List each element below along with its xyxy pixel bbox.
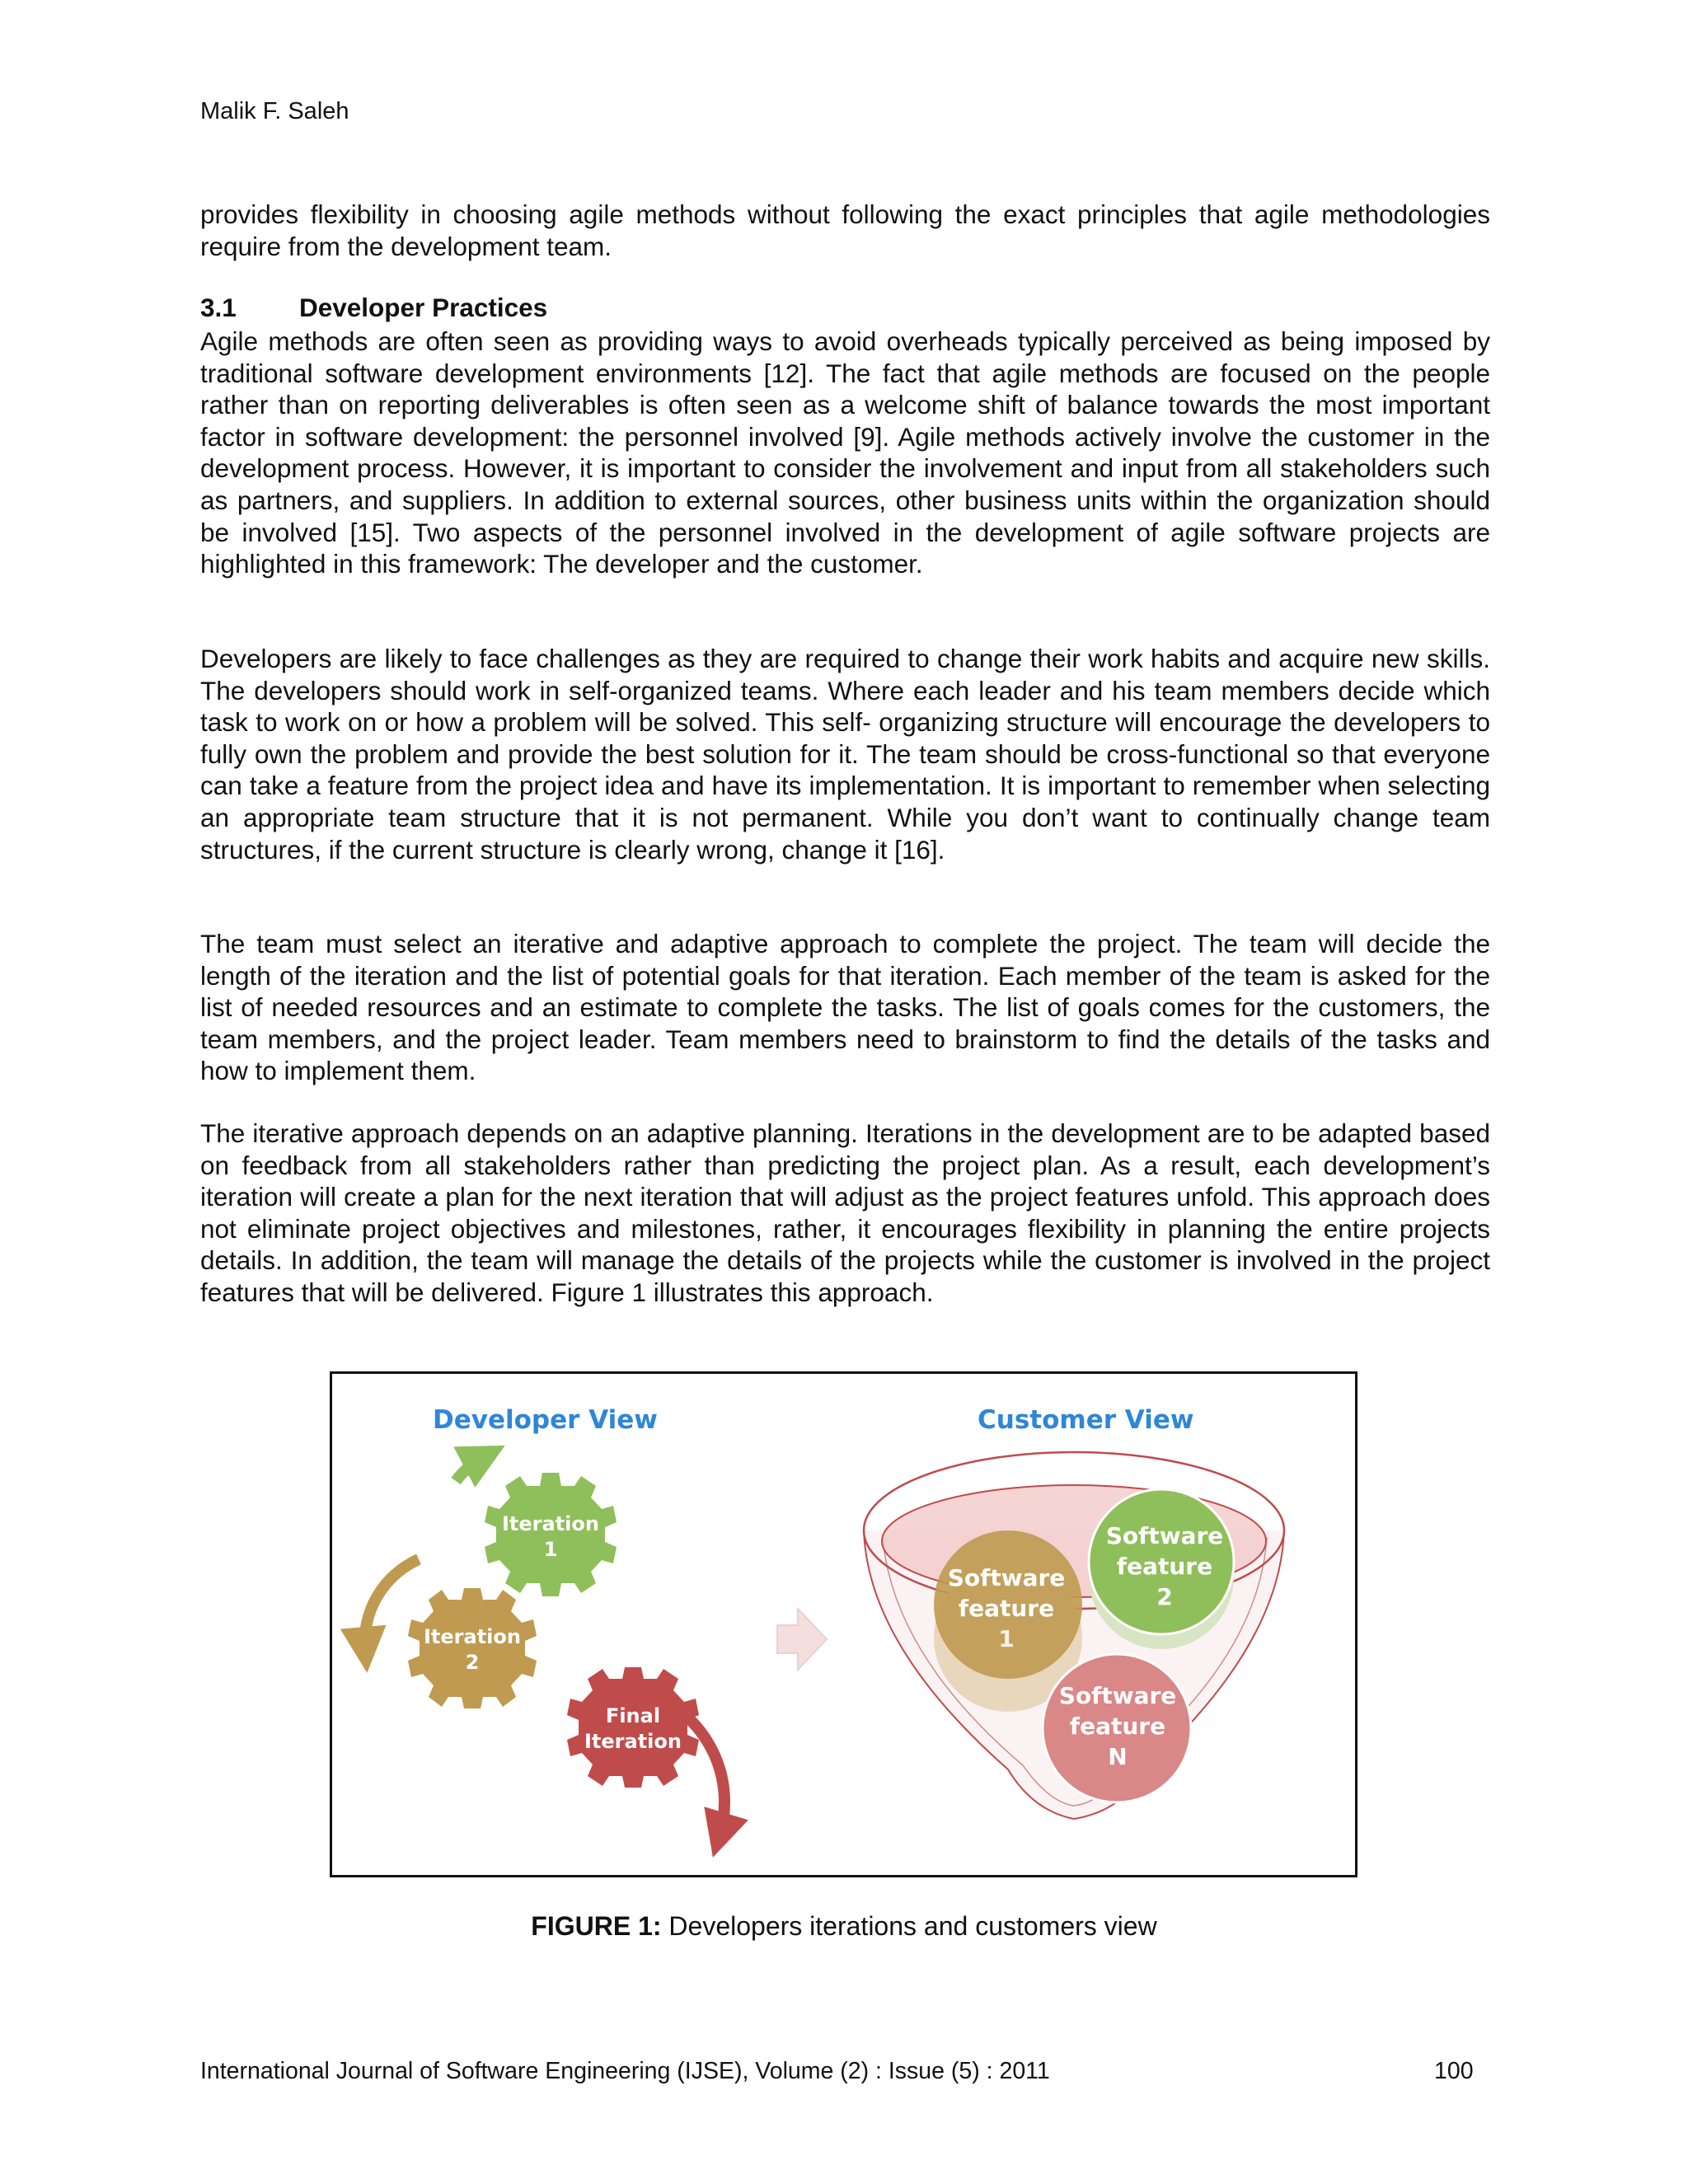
cog-iteration2-line2: 2	[465, 1651, 480, 1674]
feature2-line3: 2	[1156, 1583, 1173, 1610]
feature1-line2: feature	[958, 1595, 1055, 1622]
section-number: 3.1	[200, 293, 237, 322]
paragraph-iterative-approach: The iterative approach depends on an adaptive planning. Iterations in the development are to be adapted based on feedback from all stakeholders rather than predicting the project plan. As a result, each development’s iteration will create a plan for the next iteration that will adjust as the project features unfold. This approach does not eliminate project objectives and milestones, rather, it encourages flexibility in planning the entire projects details. In addition, the team will manage the details of the projects while the customer is involved in the project features that will be delivered. Figure 1 illustrates this approach.	[200, 1118, 1490, 1307]
cog-iteration-2	[408, 1588, 537, 1708]
cog-iteration1-line1: Iteration	[502, 1512, 599, 1535]
section-title: Developer Practices	[299, 293, 548, 322]
featureN-line3: N	[1108, 1743, 1128, 1770]
feature2-line1: Software	[1105, 1522, 1224, 1549]
cog-final-iteration	[567, 1667, 699, 1788]
feature2-line2: feature	[1116, 1553, 1213, 1580]
figure-caption-text: Developers iterations and customers view	[661, 1911, 1157, 1941]
cog-iteration-1	[485, 1473, 617, 1596]
figure-caption	[0, 1911, 1688, 1942]
featureN-line1: Software	[1058, 1682, 1177, 1709]
paragraph-iterative-team: The team must select an iterative and adaptive approach to complete the project. The team will decide the length of the iteration and the list of potential goals for that iteration. Each member of the team is asked for the list of needed resources and an estimate to complete the tasks. The list of goals comes for the customers, the team members, and the project leader. Team members need to brainstorm to find the details of the tasks and how to implement them.	[200, 929, 1490, 1086]
figure-1	[330, 1371, 1357, 1877]
paragraph-intro: provides flexibility in choosing agile methods without following the exact principles that agile methodologies require from the development team.	[200, 199, 1490, 261]
developer-view-title: Developer View	[433, 1405, 658, 1435]
section-heading	[200, 293, 547, 323]
customer-view-title: Customer View	[978, 1405, 1194, 1435]
featureN-line2: feature	[1069, 1713, 1166, 1740]
cog-final-line1: Final	[605, 1704, 661, 1727]
page-number: 100	[1434, 2058, 1474, 2084]
paragraph-developers: Developers are likely to face challenges as they are required to change their work habits and acquire new skills. The developers should work in self-organized teams. Where each leader and his team members decide which task to work on or how a problem will be solved. This self- organizing structure will encourage the developers to fully own the problem and provide the best solution for it. The team should be cross-functional so that everyone can take a feature from the project idea and have its implementation. It is important to remember when selecting an appropriate team structure that it is not permanent. While you don’t want to continually change team structures, if the current structure is clearly wrong, change it [16].	[200, 644, 1490, 865]
cog-iteration1-line2: 1	[543, 1538, 558, 1561]
feature1-line1: Software	[947, 1564, 1066, 1591]
cog-iteration2-line1: Iteration	[424, 1625, 521, 1648]
transition-arrow	[777, 1609, 827, 1670]
feature1-line3: 1	[998, 1625, 1015, 1652]
running-header-author: Malik F. Saleh	[200, 98, 349, 124]
figure-diagram	[332, 1374, 1355, 1875]
footer-journal: International Journal of Software Engineering (IJSE), Volume (2) : Issue (5) : 2011	[200, 2058, 1050, 2084]
figure-caption-label: FIGURE 1:	[531, 1911, 662, 1941]
paragraph-agile-methods: Agile methods are often seen as providing ways to avoid overheads typically perceived as being imposed by traditional software development environments [12]. The fact that agile methods are focused on the people rather than on reporting deliverables is often seen as a welcome shift of balance towards the most important factor in software development: the personnel involved [9]. Agile methods actively involve the customer in the development process. However, it is important to consider the involvement and input from all stakeholders such as partners, and suppliers. In addition to external sources, other business units within the organization should be involved [15]. Two aspects of the personnel involved in the development of agile software projects are highlighted in this framework: The developer and the customer.	[200, 326, 1490, 579]
cog-final-line2: Iteration	[584, 1730, 682, 1753]
arrow-iteration1	[456, 1456, 485, 1481]
